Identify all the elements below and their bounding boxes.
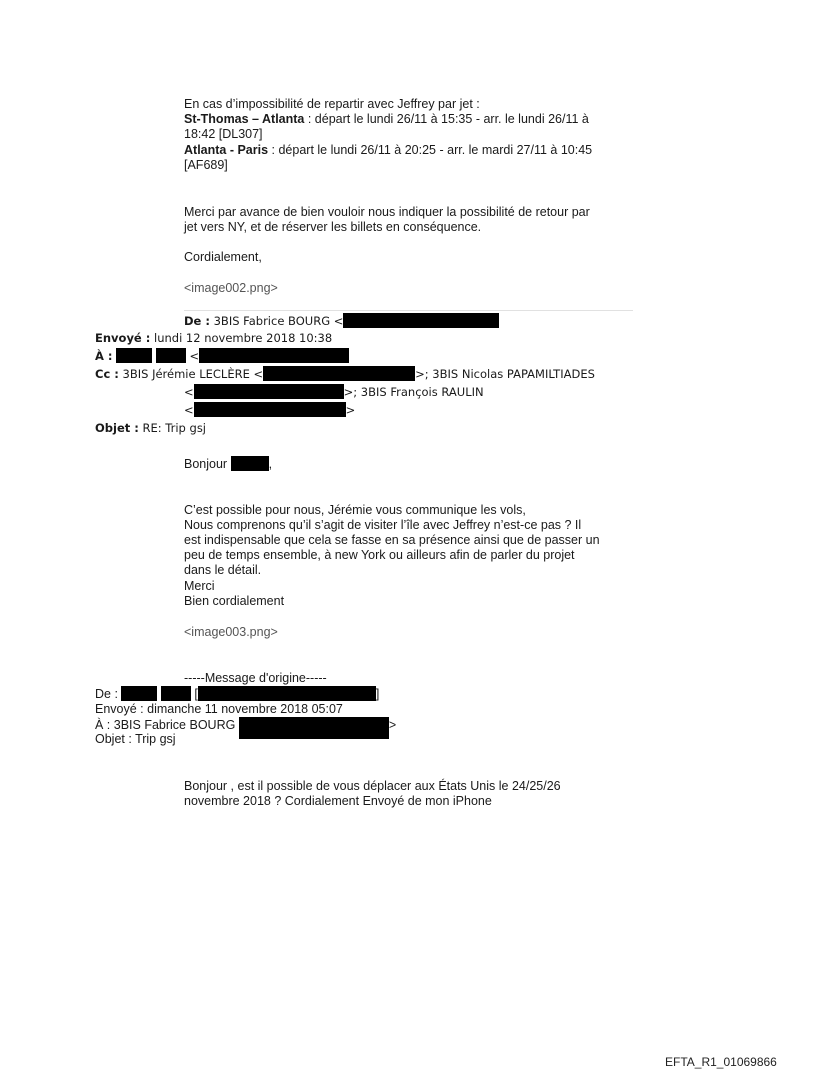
redaction-box (194, 384, 344, 399)
sent-value: lundi 12 novembre 2018 10:38 (150, 331, 333, 345)
original-to-end: > (388, 718, 397, 732)
redaction-box (161, 686, 191, 701)
header-sent (95, 330, 332, 346)
reply-line: Merci (184, 579, 215, 593)
original-separator: -----Message d'origine----- (184, 671, 327, 685)
route-1-details: : départ le lundi 26/11 à 15:35 - arr. le lundi 26/11 à (304, 112, 589, 126)
original-from-bracket: [ (194, 687, 198, 701)
header-divider (184, 310, 633, 311)
route-1-line (184, 112, 589, 127)
route-2-flight: [AF689] (184, 158, 228, 172)
cc-part-2: >; 3BIS Nicolas PAPAMILTIADES (415, 367, 595, 381)
intro-line: En cas d’impossibilité de repartir avec Jeffrey par jet : (184, 97, 480, 111)
attachment-image002: <image002.png> (184, 281, 278, 295)
reply-line: dans le détail. (184, 563, 262, 577)
reply-line: peu de temps ensemble, à new York ou ailleurs afin de parler du projet (184, 548, 575, 562)
attachment-image003: <image003.png> (184, 625, 278, 639)
cc-label: Cc : (95, 367, 119, 381)
redaction-box (231, 456, 269, 471)
from-label: De : (184, 314, 210, 328)
redaction-box (198, 686, 376, 701)
cc-lt-2: < (184, 403, 194, 417)
original-from-label: De : (95, 687, 118, 701)
header-from (184, 313, 499, 329)
sent-label: Envoyé : (95, 331, 151, 345)
redaction-box (263, 366, 415, 381)
original-body-line-2: novembre 2018 ? Cordialement Envoyé de mon iPhone (184, 794, 492, 808)
cc-gt-2: > (345, 403, 356, 417)
reply-line: C’est possible pour nous, Jérémie vous communique les vols, (184, 503, 526, 517)
header-cc-line-3 (184, 402, 355, 418)
cc-part-1: 3BIS Jérémie LECLÈRE < (118, 367, 264, 381)
redaction-box (343, 313, 499, 328)
subject-value: RE: Trip gsj (138, 421, 207, 435)
route-1-label: St-Thomas – Atlanta (184, 112, 305, 126)
redaction-box (199, 348, 349, 363)
to-open: < (185, 349, 200, 363)
header-cc (95, 366, 595, 382)
redaction-box (116, 348, 152, 363)
redaction-box (121, 686, 157, 701)
original-from-bracket-end: ] (375, 687, 380, 701)
reply-line: Bien cordialement (184, 594, 285, 608)
route-2-label: Atlanta - Paris (184, 143, 269, 157)
original-from (95, 686, 379, 702)
closing-text: Cordialement, (184, 250, 262, 264)
redaction-box (156, 348, 186, 363)
document-id: EFTA_R1_01069866 (665, 1055, 777, 1069)
header-subject (95, 420, 206, 436)
route-1-flight: 18:42 [DL307] (184, 127, 263, 141)
from-value: 3BIS Fabrice BOURG < (209, 314, 344, 328)
cc-part-3: >; 3BIS François RAULIN (343, 385, 484, 399)
to-label: À : (95, 349, 113, 363)
original-sent: Envoyé : dimanche 11 novembre 2018 05:07 (95, 702, 343, 716)
reply-line: est indispensable que cela se fasse en sa présence ainsi que de passer un (184, 533, 600, 547)
greeting-text: Bonjour (184, 457, 228, 471)
greeting-comma: , (268, 457, 273, 471)
original-subject: Objet : Trip gsj (95, 732, 176, 746)
header-cc-line-2 (184, 384, 484, 400)
original-to-text: À : 3BIS Fabrice BOURG (95, 718, 236, 732)
original-body-line-1: Bonjour , est il possible de vous déplacer aux États Unis le 24/25/26 (184, 779, 561, 793)
reply-line: Nous comprenons qu’il s’agit de visiter l’île avec Jeffrey n’est-ce pas ? Il (184, 518, 582, 532)
redaction-box (239, 717, 389, 739)
request-line-2: jet vers NY, et de réserver les billets en conséquence. (184, 220, 482, 234)
subject-label: Objet : (95, 421, 139, 435)
request-line-1: Merci par avance de bien vouloir nous indiquer la possibilité de retour par (184, 205, 590, 219)
reply-greeting (184, 456, 272, 472)
route-2-line (184, 143, 592, 158)
header-to (95, 348, 349, 364)
redaction-box (194, 402, 346, 417)
route-2-details: : départ le lundi 26/11 à 20:25 - arr. le mardi 27/11 à 10:45 (268, 143, 593, 157)
cc-lt-1: < (184, 385, 194, 399)
